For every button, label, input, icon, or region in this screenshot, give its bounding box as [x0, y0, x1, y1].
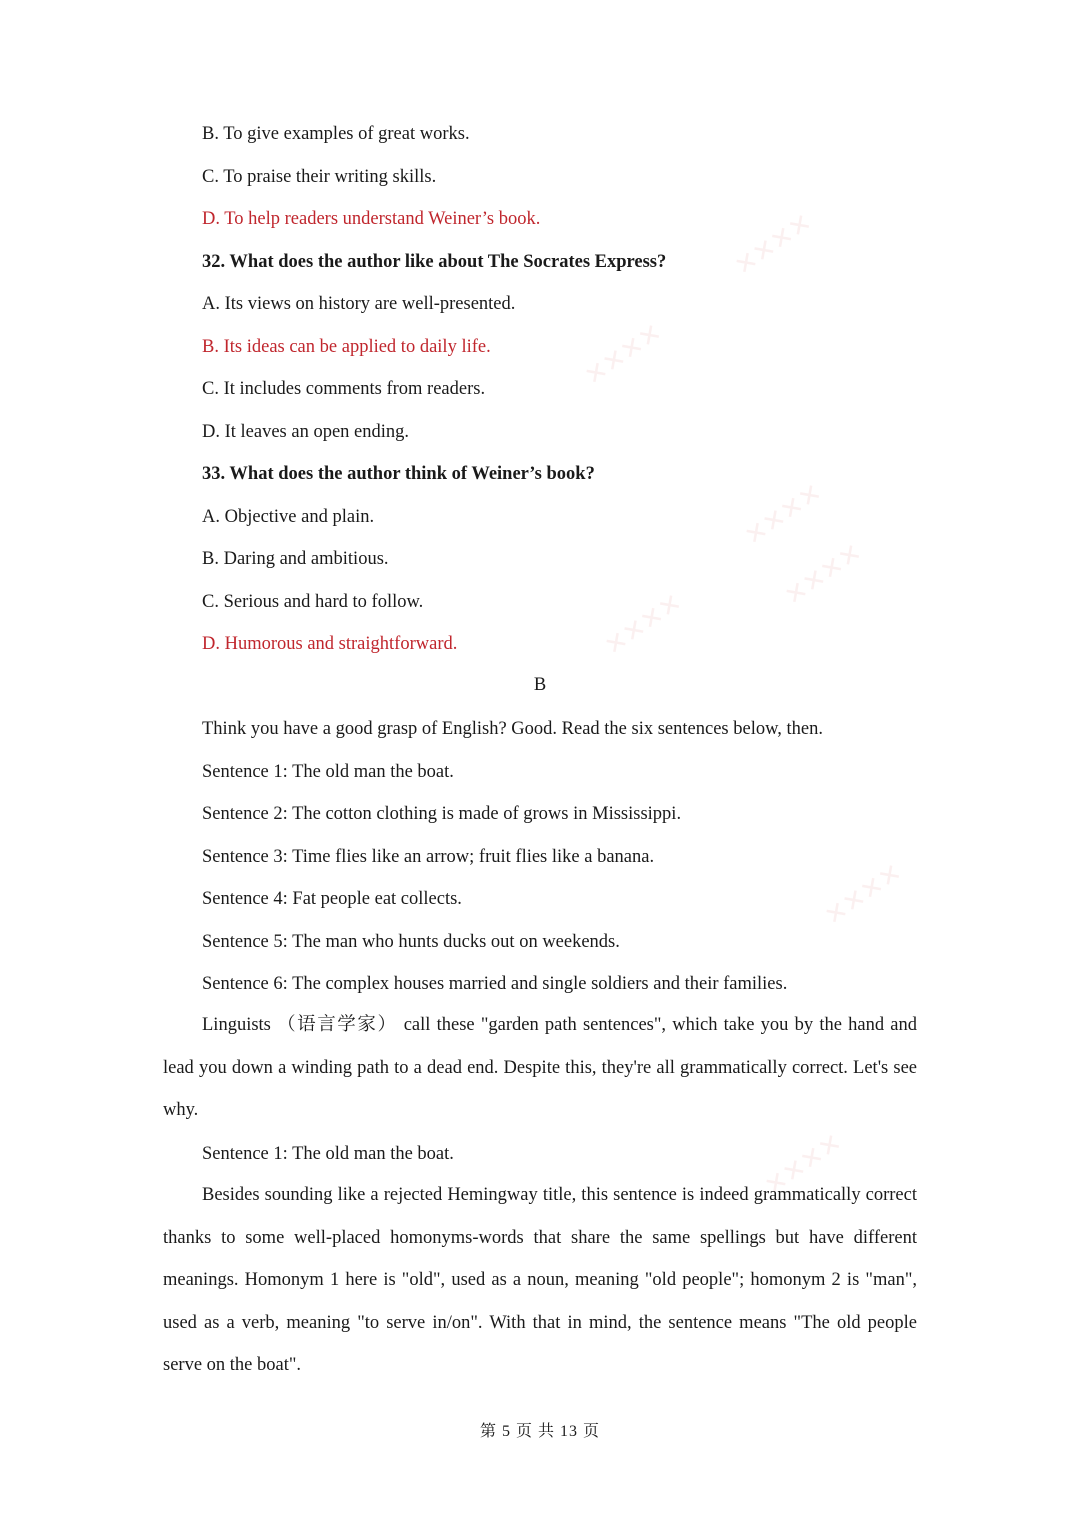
watermark: ✕✕✕✕	[599, 587, 688, 663]
watermark: ✕✕✕✕	[729, 207, 818, 283]
explanation-paragraph	[163, 1174, 917, 1387]
question-32: 32. What does the author like about The Socrates Express?	[202, 252, 667, 272]
sentence-5: Sentence 5: The man who hunts ducks out on weekends.	[202, 932, 620, 952]
page-footer: 第 5 页 共 13 页	[479, 1423, 600, 1440]
sentence-1: Sentence 1: The old man the boat.	[202, 762, 454, 782]
section-title: B	[533, 675, 547, 695]
explanation-paragraph-text: Besides sounding like a rejected Hemingway title, this sentence is indeed grammatically correct thanks to some well-placed homonyms-words that share the same spellings but have different meanings. Homonym 1 here is "old", used as a noun, meaning "old people"; homonym 2 is "man", used as a verb, meaning "to serve in/on". With that in mind, the sentence means "The old people serve on the boat".	[163, 1185, 917, 1375]
option-31b: B. To give examples of great works.	[202, 124, 470, 144]
sentence-2: Sentence 2: The cotton clothing is made of grows in Mississippi.	[202, 804, 682, 824]
option-33c: C. Serious and hard to follow.	[202, 592, 424, 612]
intro-text: Think you have a good grasp of English? Good. Read the six sentences below, then.	[202, 719, 823, 739]
option-32b-answer: B. Its ideas can be applied to daily life.	[202, 337, 491, 357]
watermark: ✕✕✕✕	[579, 317, 668, 393]
sentence-1-repeat: Sentence 1: The old man the boat.	[202, 1144, 454, 1164]
sentence-3: Sentence 3: Time flies like an arrow; fruit flies like a banana.	[202, 847, 655, 867]
option-31d-answer: D. To help readers understand Weiner’s book.	[202, 209, 541, 229]
sentence-6: Sentence 6: The complex houses married and single soldiers and their families.	[202, 974, 788, 994]
watermark: ✕✕✕✕	[779, 537, 868, 613]
option-33a: A. Objective and plain.	[202, 507, 375, 527]
option-31c: C. To praise their writing skills.	[202, 167, 437, 187]
linguists-paragraph	[163, 1004, 917, 1132]
question-33: 33. What does the author think of Weiner’s book?	[202, 464, 595, 484]
sentence-4: Sentence 4: Fat people eat collects.	[202, 889, 462, 909]
watermark: ✕✕✕✕	[739, 477, 828, 553]
watermark: ✕✕✕✕	[759, 1127, 848, 1203]
option-33d-answer: D. Humorous and straightforward.	[202, 634, 458, 654]
linguists-paragraph-text: Linguists （语言学家） call these "garden path sentences", which take you by the hand and lead you down a winding path to a dead end. Despite this, they're all grammatically correct. Let's see why.	[163, 1015, 917, 1120]
watermark: ✕✕✕✕	[819, 857, 908, 933]
option-32a: A. Its views on history are well-presented.	[202, 294, 516, 314]
option-32d: D. It leaves an open ending.	[202, 422, 410, 442]
option-33b: B. Daring and ambitious.	[202, 549, 389, 569]
option-32c: C. It includes comments from readers.	[202, 379, 486, 399]
